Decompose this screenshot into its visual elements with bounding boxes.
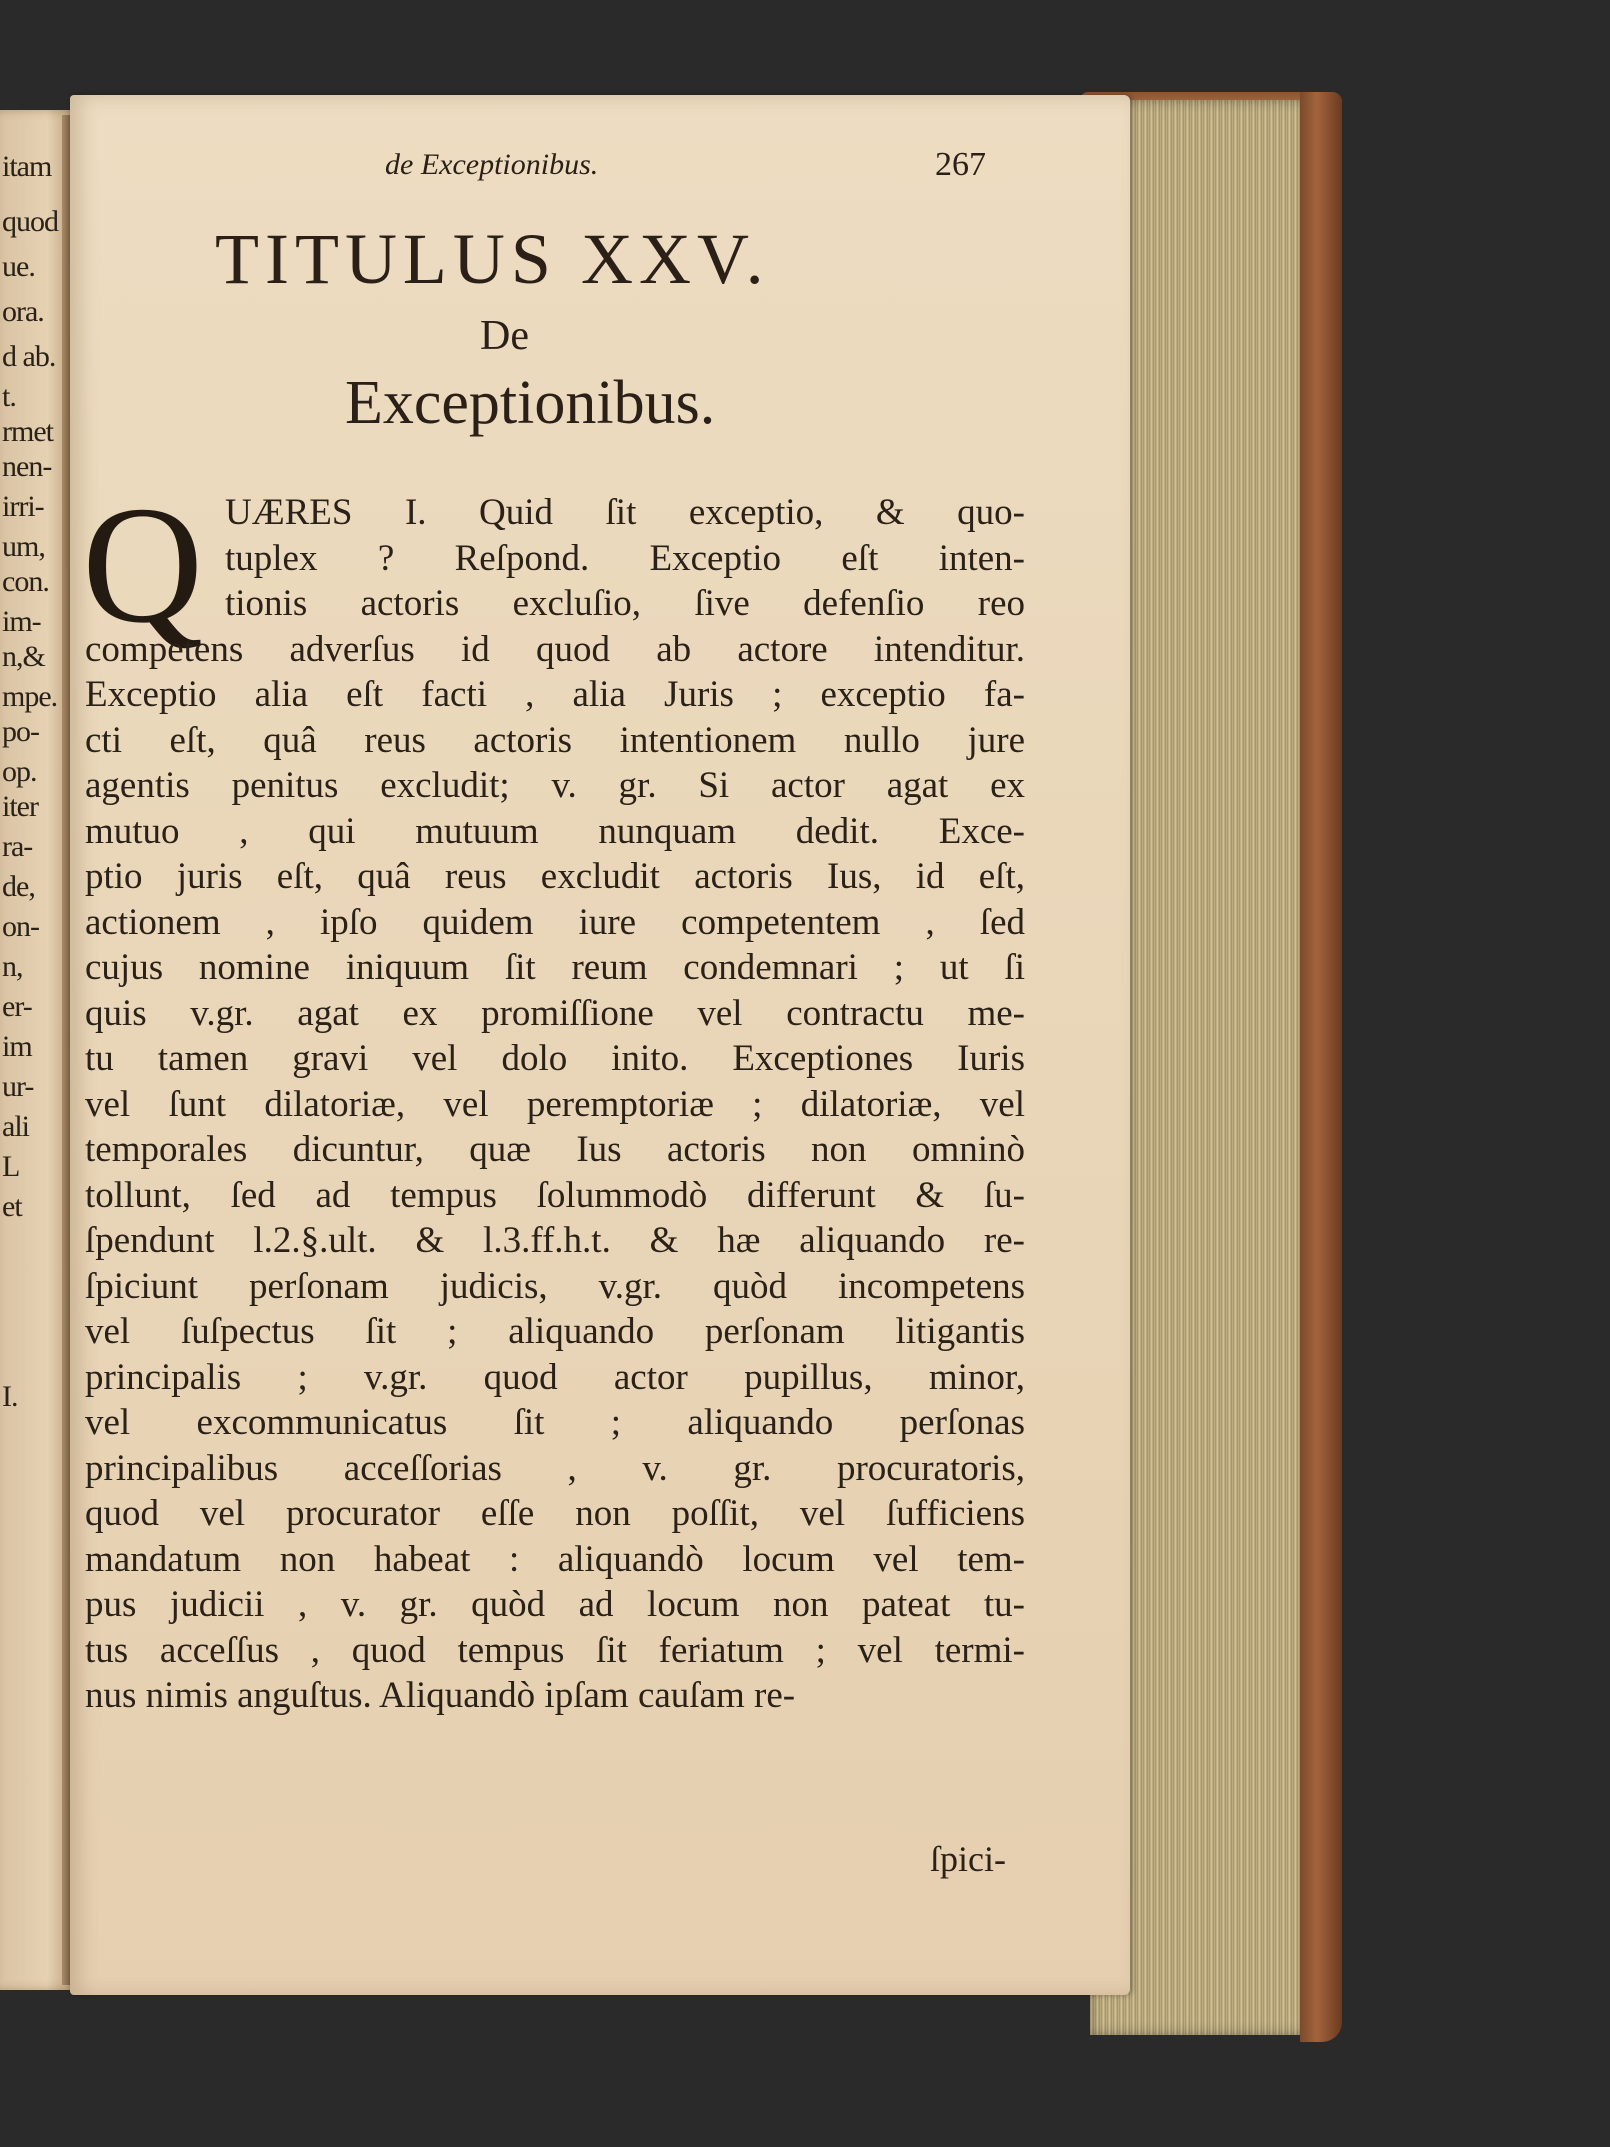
cover-edge [1300,92,1342,2042]
left-page-fragment: on- [2,910,39,943]
text-line: nus nimis anguſtus. Aliquandò ipſam cauſam re- [85,1675,796,1716]
text-line: tus acceſſus , quod tempus ſit feriatum ; vel termi- [85,1629,1025,1671]
left-page-fragment: I. [2,1380,18,1413]
left-page-fragment: t. [2,380,16,413]
text-line: mutuo , qui mutuum nunquam dedit. Exce- [85,810,1025,852]
text-line: principalis ; v.gr. quod actor pupillus, minor, [85,1356,1025,1398]
text-line: ptio juris eſt, quâ reus excludit actoris Ius, id eſt, [85,856,1025,897]
left-page-fragment: iter [2,790,38,823]
left-page-fragment: n, [2,950,23,983]
text-line: ſpendunt l.2.§.ult. & l.3.ff.h.t. & hæ aliquando re- [85,1220,1025,1261]
left-page-fragment: de, [2,870,35,903]
running-head: de Exceptionibus. [385,148,599,181]
left-page-fragment: L [2,1150,20,1183]
left-page-fragment: et [2,1190,22,1223]
text-line: principalibus acceſſorias , v. gr. procuratoris, [85,1447,1025,1489]
left-page-fragment: itam [2,150,52,183]
text-line: cti eſt, quâ reus actoris intentionem nullo jure [85,719,1025,761]
left-page-fragment: im- [2,605,41,638]
left-page-fragment: er- [2,990,32,1023]
left-page-fragment: op. [2,755,37,788]
page-number: 267 [935,146,986,183]
text-line: vel ſunt dilatoriæ, vel peremptoriæ ; dilatoriæ, vel [85,1083,1025,1125]
left-page-fragment: irri- [2,490,44,523]
text-line: tuplex ? Reſpond. Exceptio eſt inten- [225,537,1025,579]
left-page-fragment: ali [2,1110,29,1143]
left-page-fragment: d ab. [2,340,56,373]
chapter-subject: Exceptionibus. [345,369,716,437]
text-line: quis v.gr. agat ex promiſſione vel contractu me- [85,992,1025,1034]
text-line: quod vel procurator eſſe non poſſit, vel ſufficiens [85,1493,1025,1534]
text-line: tu tamen gravi vel dolo inito. Exceptiones Iuris [85,1038,1025,1079]
left-page-fragment: mpe. [2,680,58,713]
catchword: ſpici- [930,1839,1006,1879]
chapter-title: TITULUS XXV. [215,219,770,299]
left-page-fragment: rmet [2,415,53,448]
left-page-fragment: um, [2,530,45,563]
text-line: UÆRES I. Quid ſit exceptio, & quo- [225,492,1025,533]
drop-cap: Q [82,472,204,658]
text-line: temporales dicuntur, quæ Ius actoris non omninò [85,1129,1025,1170]
left-page-fragment: con. [2,565,49,598]
text-line: agentis penitus excludit; v. gr. Si actor agat ex [85,765,1025,806]
left-page-fragment: ora. [2,295,44,328]
left-page-fragment: ur- [2,1070,34,1103]
left-page-fragment: im [2,1030,32,1063]
left-page-fragment: n,& [2,640,45,673]
text-line: tollunt, ſed ad tempus ſolummodò differunt & ſu- [85,1174,1025,1216]
text-line: cujus nomine iniquum ſit reum condemnari ; ut ſi [85,947,1025,988]
text-line: competens adverſus id quod ab actore intenditur. [85,628,1025,670]
left-page-fragment: ra- [2,830,33,863]
left-page-fragment: po- [2,715,39,748]
text-line: mandatum non habeat : aliquandò locum vel tem- [85,1538,1025,1580]
text-line: pus judicii , v. gr. quòd ad locum non pateat tu- [85,1584,1025,1625]
text-line: tionis actoris excluſio, ſive defenſio reo [225,583,1025,624]
text-line: vel ſuſpectus ſit ; aliquando perſonam litigantis [85,1311,1025,1352]
text-line: actionem , ipſo quidem iure competentem , ſed [85,901,1025,943]
left-page-fragment: quod [2,205,58,238]
body-text [85,490,1025,1719]
text-line: ſpiciunt perſonam judicis, v.gr. quòd incompetens [85,1265,1025,1307]
text-line: vel excommunicatus ſit ; aliquando perſonas [85,1402,1025,1443]
left-page-fragment: nen- [2,450,52,483]
chapter-title-de: De [480,313,529,359]
text-line: Exceptio alia eſt facti , alia Juris ; exceptio fa- [85,674,1025,715]
left-page-fragment: ue. [2,250,35,283]
